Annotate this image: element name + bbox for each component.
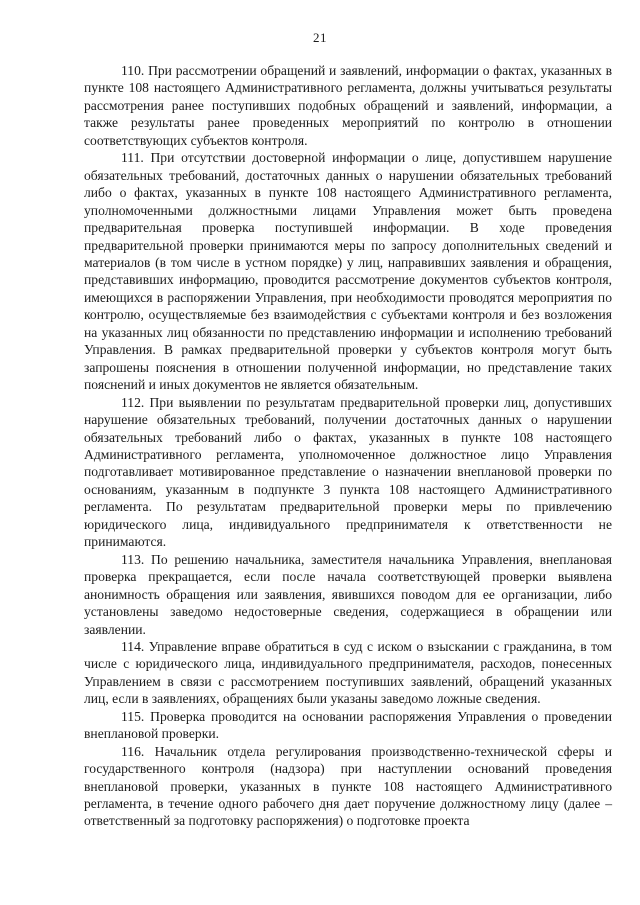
paragraph-115: 115. Проверка проводится на основании распоряжения Управления о проведении внеплановой проверки. [84, 708, 612, 742]
paragraph-114: 114. Управление вправе обратиться в суд с иском о взыскании с гражданина, в том числе с юридического лица, индивидуального предпринимателя, расходов, понесенных Управлением в связи с рассмотрением поступивших заявлений, обращений указанных лиц, если в заявлениях, обращениях были указаны заведомо ложные сведения. [84, 638, 612, 707]
paragraph-113: 113. По решению начальника, заместителя начальника Управления, внеплановая проверка прекращается, если после начала соответствующей проверки выявлена анонимность обращения или заявления, явившихся поводом для ее организации, либо установлены заведомо недостоверные сведения, содержащиеся в обращении или заявлении. [84, 551, 612, 637]
document-body [84, 62, 612, 830]
page-number: 21 [313, 30, 327, 45]
paragraph-112: 112. При выявлении по результатам предварительной проверки лиц, допустивших нарушение обязательных требований, получении достаточных данных о нарушении обязательных требований либо о фактах, указанных в пункте 108 настоящего Административного регламента, уполномоченное должностное лицо Управления подготавливает мотивированное представление о назначении внеплановой проверки по основаниям, указанным в подпункте 3 пункта 108 настоящего Административного регламента. По результатам предварительной проверки меры по привлечению юридического лица, индивидуального предпринимателя к ответственности не принимаются. [84, 394, 612, 550]
paragraph-110: 110. При рассмотрении обращений и заявлений, информации о фактах, указанных в пункте 108 настоящего Административного регламента, должны учитываться результаты рассмотрения ранее поступивших подобных обращений и заявлений, информации, а также результаты ранее проведенных мероприятий по контролю в отношении соответствующих субъектов контроля. [84, 63, 612, 148]
paragraph-116: 116. Начальник отдела регулирования производственно-технической сферы и государственного контроля (надзора) при наступлении оснований проведения внеплановой проверки, указанных в пункте 108 настоящего Административного регламента, в течение одного рабочего дня дает поручение должностному лицу (далее – ответственный за подготовку распоряжения) о подготовке проекта [84, 743, 612, 829]
paragraph-111: 111. При отсутствии достоверной информации о лице, допустившем нарушение обязательных требований, достаточных данных о нарушении обязательных требований либо о фактах, указанных в пункте 108 настоящего Административного регламента, уполномоченными должностными лицами Управления может быть проведена предварительная проверка поступившей информации. В ходе проведения предварительной проверки принимаются меры по запросу дополнительных сведений и материалов (в том числе в устном порядке) у лиц, направивших заявления и обращения, представивших информацию, проводится рассмотрение документов субъектов контроля, имеющихся в распоряжении Управления, при необходимости проводятся мероприятия по контролю, осуществляемые без взаимодействия с субъектами контроля и без возложения на указанных лиц обязанности по представлению информации и исполнению требований Управления. В рамках предварительной проверки у субъектов контроля могут быть запрошены пояснения в отношении полученной информации, но представление таких пояснений и иных документов не является обязательным. [84, 150, 612, 393]
